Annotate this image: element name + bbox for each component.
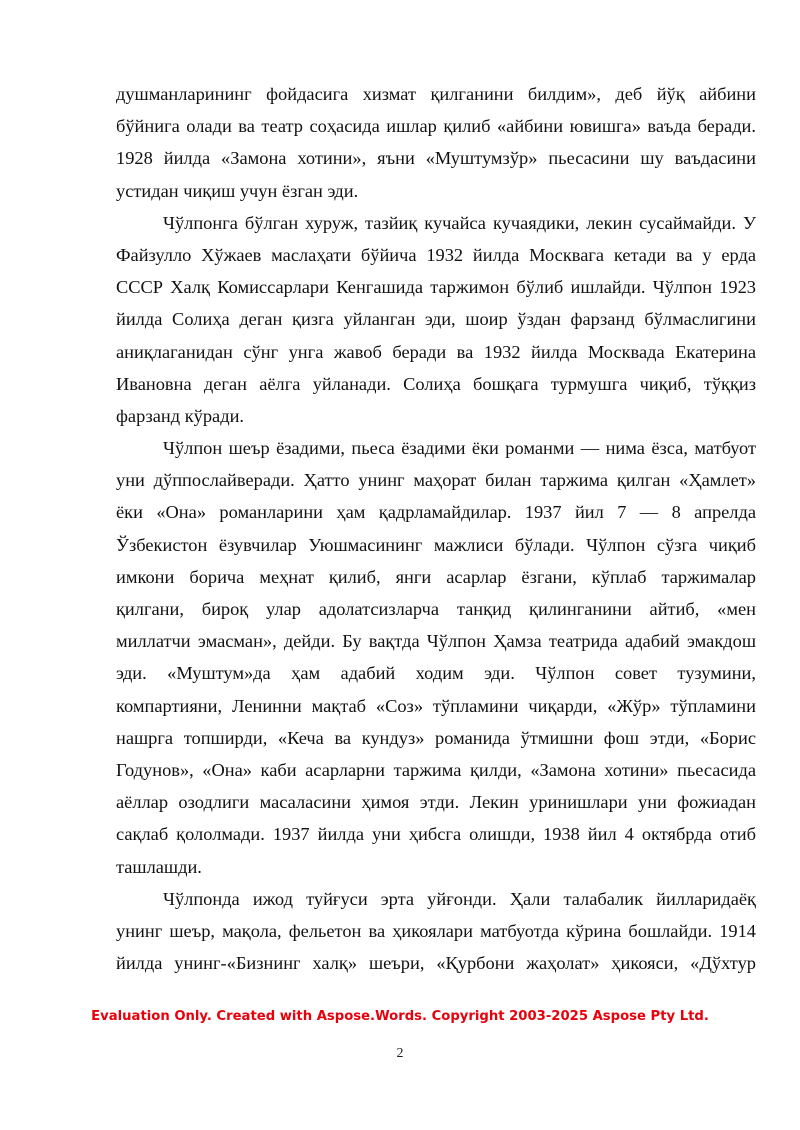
text-line: қилгани, бироқ улар адолатсизларча танқид қилинганини айтиб, «мен	[116, 599, 756, 619]
text-line: 1928 йилда «Замона хотини», яъни «Муштумзўр» пьесасини шу ваъдасини	[116, 148, 756, 169]
text-line: нашрга топширди, «Кеча ва кундуз» романида ўтмишни фош этди, «Борис	[116, 727, 756, 748]
text-line: душманларининг фойдасига хизмат қилганини билдим», деб йўқ айбини	[116, 84, 756, 104]
paragraph	[116, 207, 756, 432]
paragraph	[116, 432, 756, 883]
document-body	[116, 78, 756, 979]
text-line: Чўлпонга бўлган хуруж, тазйиқ кучайса кучаядики, лекин сусаймайди. У	[163, 212, 756, 233]
text-line: Чўлпон шеър ёзадими, пьеса ёзадими ёки романми — нима ёзса, матбуот	[163, 438, 756, 459]
evaluation-watermark: Evaluation Only. Created with Aspose.Words. Copyright 2003-2025 Aspose Pty Ltd.	[91, 1009, 709, 1024]
text-line: СССР Халқ Комиссарлари Кенгашида таржимон бўлиб ишлайди. Чўлпон 1923	[116, 277, 756, 298]
text-line: сақлаб қололмади. 1937 йилда уни ҳибсга олишди, 1938 йил 4 октябрда отиб	[116, 824, 756, 845]
text-line: ташлашди.	[116, 856, 202, 877]
text-line: Чўлпонда ижод туйғуси эрта уйғонди. Ҳали талабалик йилларидаёқ	[163, 888, 756, 909]
text-line: компартияни, Ленинни мақтаб «Соз» тўпламини чиқарди, «Жўр» тўпламини	[116, 695, 756, 716]
text-line: имкони борича меҳнат қилиб, янги асарлар ёзгани, кўплаб таржималар	[116, 566, 756, 587]
text-line: ёки «Она» романларини ҳам қадрламайдилар. 1937 йил 7 — 8 апрелда	[116, 502, 756, 523]
text-line: аниқлаганидан сўнг унга жавоб беради ва 1932 йилда Москвада Екатерина	[116, 341, 756, 362]
text-line: уни дўппослайверади. Ҳатто унинг маҳорат билан таржима қилган «Ҳамлет»	[116, 470, 756, 491]
text-line: устидан чиқиш учун ёзган эди.	[116, 180, 359, 201]
text-line: Годунов», «Она» каби асарларни таржима қилди, «Замона хотини» пьесасида	[116, 759, 756, 780]
text-line: аёллар озодлиги масаласини ҳимоя этди. Лекин уринишлари уни фожиадан	[116, 792, 756, 813]
text-line: эди. «Муштум»да ҳам адабий ходим эди. Чўлпон совет тузумини,	[116, 663, 756, 684]
text-line: йилда унинг-«Бизнинг халқ» шеъри, «Қурбони жаҳолат» ҳикояси, «Дўхтур	[116, 953, 756, 974]
text-line: унинг шеър, мақола, фельетон ва ҳикоялари матбуотда кўрина бошлайди. 1914	[116, 920, 756, 941]
text-line: Ивановна деган аёлга уйланади. Солиҳа бошқага турмушга чиқиб, тўққиз	[116, 373, 756, 394]
paragraph	[116, 883, 756, 980]
text-line: фарзанд кўради.	[116, 405, 245, 426]
text-line: Ўзбекистон ёзувчилар Уюшмасининг мажлиси бўлади. Чўлпон сўзга чиқиб	[116, 534, 756, 555]
paragraph	[116, 78, 756, 207]
text-line: бўйнига олади ва театр соҳасида ишлар қилиб «айбини ювишга» ваъда беради.	[116, 116, 756, 137]
text-line: йилда Солиҳа деган қизга уйланган эди, шоир ўздан фарзанд бўлмаслигини	[116, 309, 756, 330]
text-line: миллатчи эмасман», дейди. Бу вақтда Чўлпон Ҳамза театрида адабий эмакдош	[116, 631, 756, 652]
page-number: 2	[396, 1046, 404, 1061]
text-line: Файзулло Хўжаев маслаҳати бўйича 1932 йилда Москвага кетади ва у ерда	[116, 244, 756, 265]
